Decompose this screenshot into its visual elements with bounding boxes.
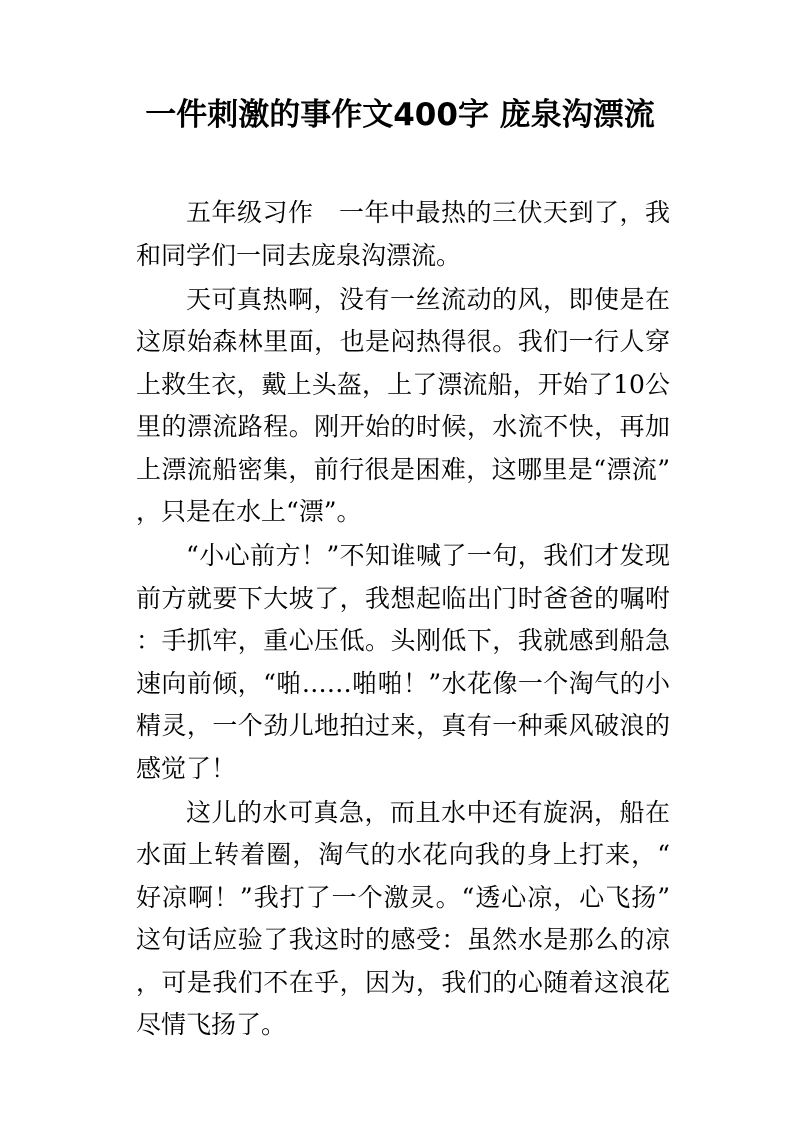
document-title: 一件刺激的事作文400字 庞泉沟漂流 xyxy=(145,97,655,133)
essay-body xyxy=(136,192,670,1048)
paragraph-4: 这儿的水可真急，而且水中还有旋涡，船在水面上转着圈，淘气的水花向我的身上打来，“好凉啊！”我打了一个激灵。“透心凉，心飞扬”这句话应验了我这时的感受：虽然水是那么的凉，可是我们不在乎，因为，我们的心随着这浪花尽情飞扬了。 xyxy=(136,797,670,1039)
paragraph-1: 五年级习作 一年中最热的三伏天到了，我和同学们一同去庞泉沟漂流。 xyxy=(136,198,670,270)
paragraph-3: “小心前方！”不知谁喊了一句，我们才发现前方就要下大坡了，我想起临出门时爸爸的嘱咐：手抓牢，重心压低。头刚低下，我就感到船急速向前倾，“啪……啪啪！”水花像一个淘气的小精灵，一个劲儿地拍过来，真有一种乘风破浪的感觉了！ xyxy=(136,541,670,783)
paragraph-2: 天可真热啊，没有一丝流动的风，即使是在这原始森林里面，也是闷热得很。我们一行人穿上救生衣，戴上头盔，上了漂流船，开始了10公里的漂流路程。刚开始的时候，水流不快，再加上漂流船密集，前行很是困难，这哪里是“漂流”，只是在水上“漂”。 xyxy=(136,284,670,526)
